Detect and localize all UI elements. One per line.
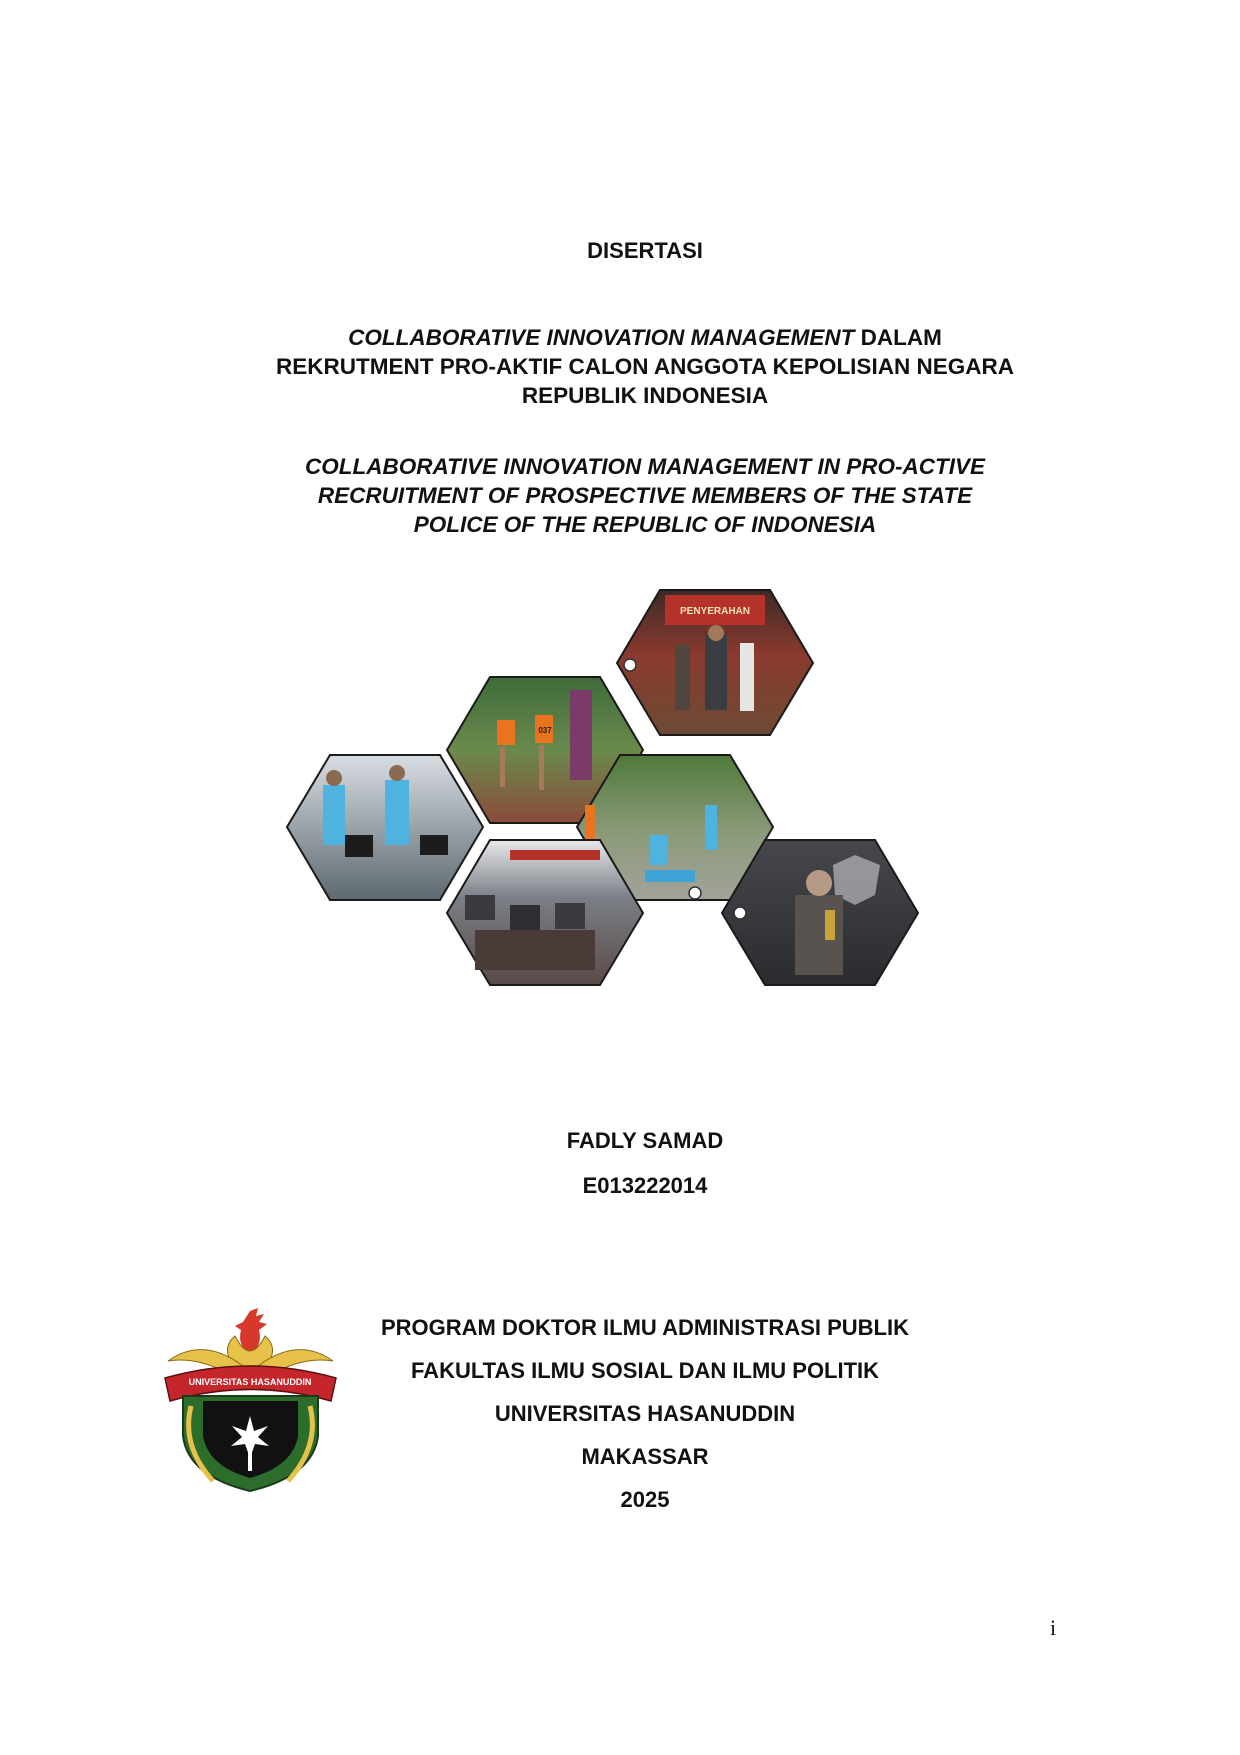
title-english-line3: POLICE OF THE REPUBLIC OF INDONESIA xyxy=(413,512,877,537)
author-name: FADLY SAMAD xyxy=(566,1128,724,1153)
logo-ribbon-text: UNIVERSITAS HASANUDDIN xyxy=(188,1377,312,1387)
page-number: i xyxy=(1050,1615,1057,1640)
photo-collage xyxy=(235,535,1055,1060)
photo-hexagon-exam-hall xyxy=(447,840,643,985)
title-english-line1: COLLABORATIVE INNOVATION MANAGEMENT IN PRO-ACTIVE xyxy=(305,454,985,479)
title-indonesian-line1 xyxy=(0,323,1240,352)
university-name: UNIVERSITAS HASANUDDIN xyxy=(494,1401,796,1426)
document-type: DISERTASI xyxy=(587,238,703,263)
student-id: E013222014 xyxy=(582,1173,708,1198)
title-indonesian xyxy=(0,323,1240,410)
program-name: PROGRAM DOKTOR ILMU ADMINISTRASI PUBLIK xyxy=(381,1315,909,1340)
title-indonesian-line2: REKRUTMENT PRO-AKTIF CALON ANGGOTA KEPOLISIAN NEGARA xyxy=(276,354,1014,379)
city-name: MAKASSAR xyxy=(581,1444,709,1469)
title-english-line2: RECRUITMENT OF PROSPECTIVE MEMBERS OF THE STATE xyxy=(317,483,973,508)
year: 2025 xyxy=(620,1487,670,1512)
title-indonesian-line3: REPUBLIK INDONESIA xyxy=(521,383,769,408)
photo-hexagon-computer-lab xyxy=(287,755,483,900)
ceremony-sign-text: PENYERAHAN xyxy=(679,606,751,617)
photo-hexagon-ceremony xyxy=(617,590,813,735)
institution-block xyxy=(0,1306,1240,1521)
photo-hexagon-award xyxy=(722,840,918,985)
faculty-name: FAKULTAS ILMU SOSIAL DAN ILMU POLITIK xyxy=(410,1358,880,1383)
runner-bib-text: 037 xyxy=(538,726,552,735)
title-english xyxy=(0,452,1240,539)
title-indonesian-italic: COLLABORATIVE INNOVATION MANAGEMENT xyxy=(348,325,855,350)
title-indonesian-rest: DALAM xyxy=(854,325,942,350)
